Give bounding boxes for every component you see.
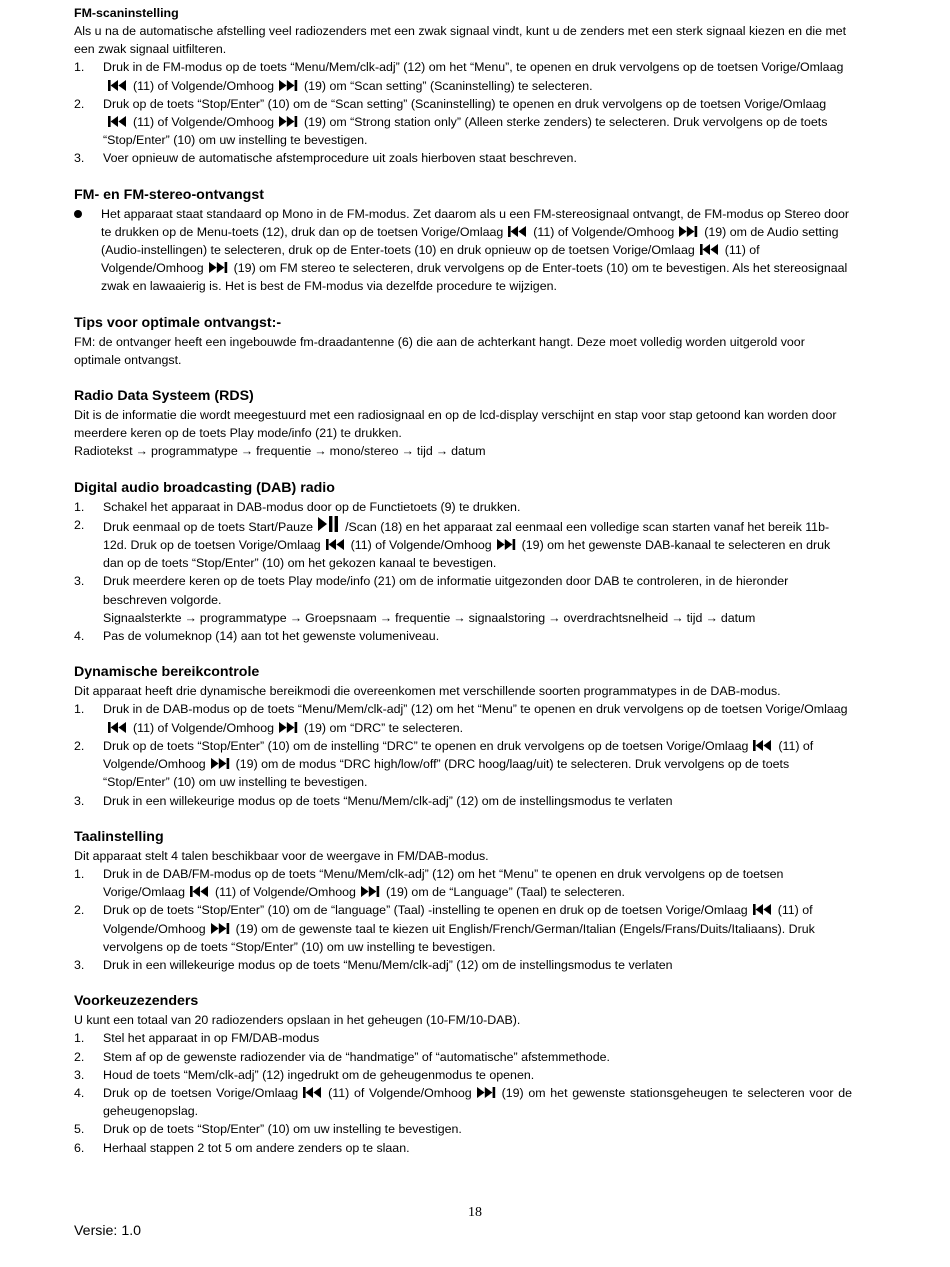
step-text: Schakel het apparaat in DAB-modus door op de Functietoets (9) te drukken. bbox=[103, 499, 521, 514]
rds-sequence bbox=[74, 442, 852, 460]
step-number: 1. bbox=[74, 499, 85, 514]
step-text: Druk in de DAB-modus op de toets “Menu/Mem/clk-adj” (12) om het “Menu” te openen en druk vervolgens op de toetsen Vorige/Omlaag bbox=[103, 702, 848, 717]
section-title: Radio Data Systeem (RDS) bbox=[74, 388, 254, 405]
previous-track-icon bbox=[753, 740, 773, 751]
sequence-step: Groepsnaam bbox=[305, 610, 377, 625]
previous-track-icon bbox=[700, 244, 720, 255]
step-text: (19) om het gewenste stationsgeheugen te selecteren voor de geheugenopslag. bbox=[103, 1085, 852, 1119]
section-text: Dit is de informatie die wordt meegestuurd met een radiosignaal en op de lcd-display verschijnt en stap voor stap getoond kan worden door meerdere keren op de toets Play mode/info (21) te drukken. bbox=[74, 408, 837, 441]
step-text: Druk op de toetsen Vorige/Omlaag bbox=[103, 1085, 299, 1100]
list-item bbox=[74, 700, 852, 736]
previous-track-icon bbox=[108, 722, 128, 733]
section-title: FM-scaninstelling bbox=[74, 6, 179, 20]
section-intro: Als u na de automatische afstelling veel radiozenders met een zwak signaal vindt, kunt u de zenders met een sterk signaal kiezen en die met een zwak signaal uitfilteren. bbox=[74, 24, 847, 57]
steps-list bbox=[74, 700, 852, 809]
next-track-icon bbox=[679, 226, 699, 237]
bullet-text: (11) of Volgende/Omhoog bbox=[101, 243, 760, 276]
step-text: (19) om “Strong station only” (Alleen sterke zenders) te selecteren. Druk vervolgens op de toets “Stop/Enter” (10) om uw instelling te bevestigen. bbox=[103, 115, 828, 148]
list-item bbox=[74, 1084, 852, 1120]
step-text: (11) of Volgende/Omhoog bbox=[350, 538, 492, 553]
section-title: Dynamische bereikcontrole bbox=[74, 664, 260, 681]
step-number: 3. bbox=[74, 574, 85, 589]
step-text: Herhaal stappen 2 tot 5 om andere zenders op te slaan. bbox=[103, 1140, 410, 1155]
next-track-icon bbox=[497, 539, 517, 550]
arrow-icon: → bbox=[705, 610, 718, 625]
sequence-step: Signaalsterkte bbox=[103, 610, 182, 625]
step-text: /Scan (18) en het apparaat zal eenmaal een volledige scan starten vanaf het bereik 11b-12d. Druk op de toetsen Vorige/Omlaag bbox=[103, 519, 830, 553]
section-text: FM: de ontvanger heeft een ingebouwde fm-draadantenne (6) die aan de achterkant hangt. Deze moet volledig worden uitgerold voor optimale ontvangst. bbox=[74, 334, 805, 367]
step-text: (19) om “DRC” te selecteren. bbox=[303, 720, 464, 735]
sequence-step: tijd bbox=[686, 610, 703, 625]
list-item bbox=[74, 865, 852, 901]
sequence-step: programmatype bbox=[199, 610, 287, 625]
sequence-step: frequentie bbox=[395, 610, 451, 625]
sequence-step: signaalstoring bbox=[468, 610, 546, 625]
list-item bbox=[74, 149, 852, 167]
previous-track-icon bbox=[303, 1087, 323, 1098]
sequence-step: tijd bbox=[416, 444, 433, 459]
section-language bbox=[74, 827, 852, 974]
list-item bbox=[74, 1120, 852, 1138]
section-title: FM- en FM-stereo-ontvangst bbox=[74, 186, 264, 203]
previous-track-icon bbox=[753, 904, 773, 915]
arrow-icon: → bbox=[453, 610, 466, 625]
steps-list bbox=[74, 58, 852, 167]
dab-sequence bbox=[103, 611, 755, 625]
section-dab bbox=[74, 478, 852, 646]
step-text: (11) of Volgende/Omhoog bbox=[103, 903, 813, 936]
list-item bbox=[74, 572, 852, 627]
step-number: 2. bbox=[74, 96, 85, 111]
bullet-item bbox=[74, 205, 852, 296]
bullet-text: (11) of Volgende/Omhoog bbox=[533, 224, 675, 239]
list-item bbox=[74, 498, 852, 516]
arrow-icon: → bbox=[314, 444, 327, 459]
step-text: Druk op de toets “Stop/Enter” (10) om uw instelling te bevestigen. bbox=[103, 1122, 462, 1137]
play-pause-icon bbox=[318, 516, 340, 532]
arrow-icon: → bbox=[135, 444, 148, 459]
step-number: 3. bbox=[74, 151, 85, 166]
list-item bbox=[74, 95, 852, 150]
step-number: 5. bbox=[74, 1122, 85, 1137]
list-item bbox=[74, 1139, 852, 1157]
bullet-text: Het apparaat staat standaard op Mono in de FM-modus. Zet daarom als u een FM-stereosignaal ontvangt, de FM-modus op Stereo door te drukken op de Menu-toets (12), druk dan op de toetsen Vorige/Omlaag bbox=[101, 206, 849, 239]
section-tips bbox=[74, 313, 852, 369]
bullet-dot bbox=[74, 210, 82, 218]
list-item bbox=[74, 516, 852, 573]
page-content bbox=[74, 4, 852, 1157]
arrow-icon: → bbox=[379, 610, 393, 625]
version-label: Versie: 1.0 bbox=[74, 1223, 142, 1239]
section-intro: Dit apparaat stelt 4 talen beschikbaar voor de weergave in FM/DAB-modus. bbox=[74, 848, 489, 863]
list-item bbox=[74, 627, 852, 645]
step-text: Druk in de DAB/FM-modus op de toets “Menu/Mem/clk-adj” (12) om het “Menu” te openen en druk vervolgens op de toetsen Vorige/Omlaag bbox=[103, 866, 784, 900]
step-text: Stel het apparaat in op FM/DAB-modus bbox=[103, 1031, 320, 1046]
step-number: 1. bbox=[74, 1031, 85, 1046]
section-intro: U kunt een totaal van 20 radiozenders opslaan in het geheugen (10-FM/10-DAB). bbox=[74, 1013, 521, 1028]
step-text: Druk in een willekeurige modus op de toets “Menu/Mem/clk-adj” (12) om de instellingsmodus te verlaten bbox=[103, 793, 673, 808]
step-number: 3. bbox=[74, 793, 85, 808]
sequence-step: mono/stereo bbox=[329, 444, 399, 459]
step-text: (11) of Volgende/Omhoog bbox=[133, 720, 274, 735]
section-drc bbox=[74, 662, 852, 809]
list-item bbox=[74, 1066, 852, 1084]
list-item bbox=[74, 737, 852, 792]
next-track-icon bbox=[279, 80, 299, 91]
step-text: Pas de volumeknop (14) aan tot het gewenste volumeniveau. bbox=[103, 629, 440, 644]
sequence-step: datum bbox=[451, 444, 486, 459]
step-text: (19) om “Scan setting” (Scaninstelling) te selecteren. bbox=[303, 78, 593, 93]
arrow-icon: → bbox=[289, 610, 303, 625]
previous-track-icon bbox=[190, 886, 210, 897]
arrow-icon: → bbox=[671, 610, 684, 625]
step-text: (11) of Volgende/Omhoog bbox=[214, 885, 356, 900]
step-text: (11) of Volgende/Omhoog bbox=[133, 78, 274, 93]
section-title: Digital audio broadcasting (DAB) radio bbox=[74, 479, 335, 496]
step-text: (19) om de modus “DRC high/low/off” (DRC hoog/laag/uit) te selecteren. Druk vervolgens op de toets “Stop/Enter” (10) om uw instelling te bevestigen. bbox=[103, 757, 790, 790]
section-fm-scan bbox=[74, 4, 852, 168]
previous-track-icon bbox=[326, 539, 346, 550]
step-text: (19) om het gewenste DAB-kanaal te selecteren en druk dan op de toets “Stop/Enter” (10) om het gekozen kanaal te bevestigen. bbox=[103, 538, 831, 571]
next-track-icon bbox=[279, 116, 299, 127]
next-track-icon bbox=[477, 1087, 497, 1098]
step-text: (19) om de “Language” (Taal) te selecteren. bbox=[385, 885, 625, 900]
step-text: Druk eenmaal op de toets Start/Pauze bbox=[103, 519, 314, 534]
next-track-icon bbox=[209, 262, 229, 273]
arrow-icon: → bbox=[184, 610, 197, 625]
section-title: Taalinstelling bbox=[74, 828, 164, 845]
step-text: Druk op de toets “Stop/Enter” (10) om de “language” (Taal) -instelling te openen en druk op de toetsen Vorige/Omlaag bbox=[103, 903, 748, 918]
section-intro: Dit apparaat heeft drie dynamische bereikmodi die overeenkomen met verschillende soorten programmatypes in de DAB-modus. bbox=[74, 684, 781, 699]
section-title: Tips voor optimale ontvangst:- bbox=[74, 314, 282, 331]
steps-list bbox=[74, 865, 852, 974]
step-text: (11) of Volgende/Omhoog bbox=[103, 738, 814, 772]
previous-track-icon bbox=[508, 226, 528, 237]
section-rds bbox=[74, 386, 852, 461]
step-text: Voer opnieuw de automatische afstemprocedure uit zoals hierboven staat beschreven. bbox=[103, 151, 577, 166]
bullet-text: (19) om FM stereo te selecteren, druk vervolgens op de Enter-toets (10) om te bevestigen. Als het stereosignaal zwak en lawaaierig is. Het is best de FM-modus via dezelfde procedure te wijzigen. bbox=[101, 261, 848, 294]
next-track-icon bbox=[361, 886, 381, 897]
step-number: 2. bbox=[74, 903, 85, 918]
step-number: 3. bbox=[74, 1067, 85, 1082]
step-text: Druk op de toets “Stop/Enter” (10) om de instelling “DRC” te openen en druk vervolgens op de toetsen Vorige/Omlaag bbox=[103, 738, 749, 753]
step-number: 1. bbox=[74, 60, 85, 75]
arrow-icon: → bbox=[548, 610, 561, 625]
section-fm-stereo bbox=[74, 185, 852, 296]
step-number: 4. bbox=[74, 1085, 85, 1100]
arrow-icon: → bbox=[435, 444, 449, 459]
step-text: Druk in een willekeurige modus op de toets “Menu/Mem/clk-adj” (12) om de instellingsmodus te verlaten bbox=[103, 957, 673, 972]
previous-track-icon bbox=[108, 80, 128, 91]
next-track-icon bbox=[279, 722, 299, 733]
step-text: Stem af op de gewenste radiozender via de “handmatige” of “automatische” afstemmethode. bbox=[103, 1049, 610, 1064]
next-track-icon bbox=[211, 758, 231, 769]
step-text: Houd de toets “Mem/clk-adj” (12) ingedrukt om de geheugenmodus te openen. bbox=[103, 1067, 535, 1082]
arrow-icon: → bbox=[240, 444, 254, 459]
list-item bbox=[74, 956, 852, 974]
sequence-step: frequentie bbox=[256, 444, 312, 459]
next-track-icon bbox=[211, 923, 231, 934]
section-presets bbox=[74, 991, 852, 1157]
step-text: (11) of Volgende/Omhoog bbox=[328, 1085, 472, 1100]
list-item bbox=[74, 58, 852, 94]
step-text: (11) of Volgende/Omhoog bbox=[133, 115, 274, 130]
step-number: 6. bbox=[74, 1140, 85, 1155]
sequence-step: datum bbox=[720, 610, 756, 625]
step-number: 3. bbox=[74, 957, 85, 972]
list-item bbox=[74, 792, 852, 810]
step-number: 2. bbox=[74, 517, 85, 532]
step-text: Druk op de toets “Stop/Enter” (10) om de “Scan setting” (Scaninstelling) te openen en druk vervolgens op de toetsen Vorige/Omlaag bbox=[103, 96, 827, 111]
arrow-icon: → bbox=[401, 444, 414, 459]
list-item bbox=[74, 901, 852, 956]
steps-list bbox=[74, 1029, 852, 1156]
step-number: 1. bbox=[74, 866, 85, 881]
sequence-step: programmatype bbox=[150, 444, 238, 459]
step-number: 1. bbox=[74, 702, 85, 717]
list-item bbox=[74, 1048, 852, 1066]
previous-track-icon bbox=[108, 116, 128, 127]
sequence-step: Radiotekst bbox=[74, 444, 133, 459]
steps-list bbox=[74, 498, 852, 646]
step-text: (19) om de gewenste taal te kiezen uit English/French/German/Italian (Engels/Frans/Duits/Italiaans). Druk vervolgens op de toets “Stop/Enter” (10) om uw instelling te bevestigen. bbox=[103, 921, 815, 954]
sequence-step: overdrachtsnelheid bbox=[563, 610, 669, 625]
step-number: 4. bbox=[74, 629, 85, 644]
step-text: Druk in de FM-modus op de toets “Menu/Mem/clk-adj” (12) om het “Menu”, te openen en druk vervolgens op de toetsen Vorige/Omlaag bbox=[103, 60, 844, 75]
page-number: 18 bbox=[468, 1205, 482, 1220]
section-title: Voorkeuzezenders bbox=[74, 993, 199, 1010]
bullet-text: (19) om de Audio setting (Audio-instellingen) te selecteren, druk op de Enter-toets (10) en druk opnieuw op de toetsen Vorige/Omlaag bbox=[101, 224, 839, 258]
list-item bbox=[74, 1029, 852, 1047]
step-text: Druk meerdere keren op de toets Play mode/info (21) om de informatie uitgezonden door DAB te controleren, in de hieronder beschreven volgorde. bbox=[103, 574, 789, 607]
step-number: 2. bbox=[74, 738, 85, 753]
step-number: 2. bbox=[74, 1049, 85, 1064]
